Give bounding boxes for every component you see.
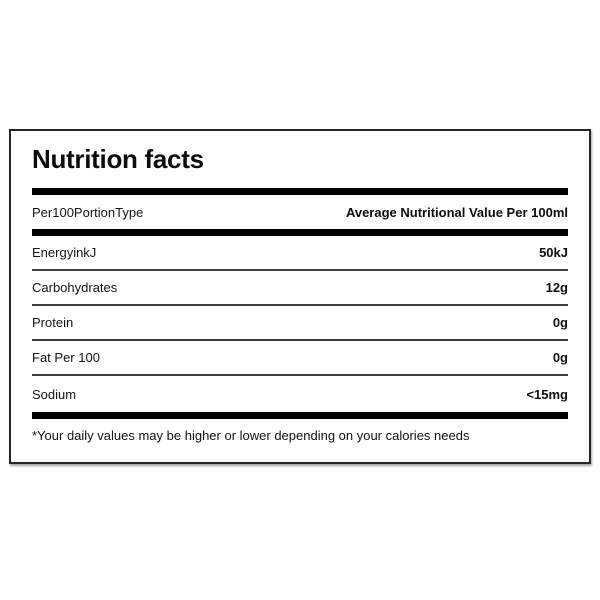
column-header-label: Average Nutritional Value Per 100ml <box>345 204 568 220</box>
nutrient-value: <15mg <box>526 386 568 402</box>
nutrition-facts-label <box>9 129 591 464</box>
nutrient-value: 12g <box>545 280 568 295</box>
header-row <box>32 195 568 229</box>
serving-type-label: Per100PortionType <box>32 204 144 220</box>
nutrient-row-carbohydrates <box>32 271 568 306</box>
nutrient-rows <box>32 236 568 412</box>
title-area <box>32 131 568 188</box>
divider-bar-bottom <box>32 412 568 419</box>
nutrient-value: 0g <box>552 350 568 365</box>
nutrient-name: Protein <box>32 315 74 330</box>
nutrient-value: 50kJ <box>539 245 568 260</box>
nutrient-value: 0g <box>552 315 568 330</box>
label-title: Nutrition facts <box>32 144 204 174</box>
nutrient-row-sodium <box>32 376 568 412</box>
divider-bar-top <box>32 188 568 195</box>
footnote-area <box>32 419 568 462</box>
nutrient-name: EnergyinkJ <box>32 245 97 260</box>
nutrient-row-protein <box>32 306 568 341</box>
nutrient-row-energy <box>32 236 568 271</box>
nutrient-row-fat <box>32 341 568 376</box>
nutrient-name: Carbohydrates <box>32 280 118 295</box>
daily-values-footnote: *Your daily values may be higher or lower depending on your calories needs <box>32 428 470 443</box>
nutrient-name: Sodium <box>32 386 77 402</box>
nutrient-name: Fat Per 100 <box>32 350 100 365</box>
divider-bar-middle <box>32 229 568 236</box>
